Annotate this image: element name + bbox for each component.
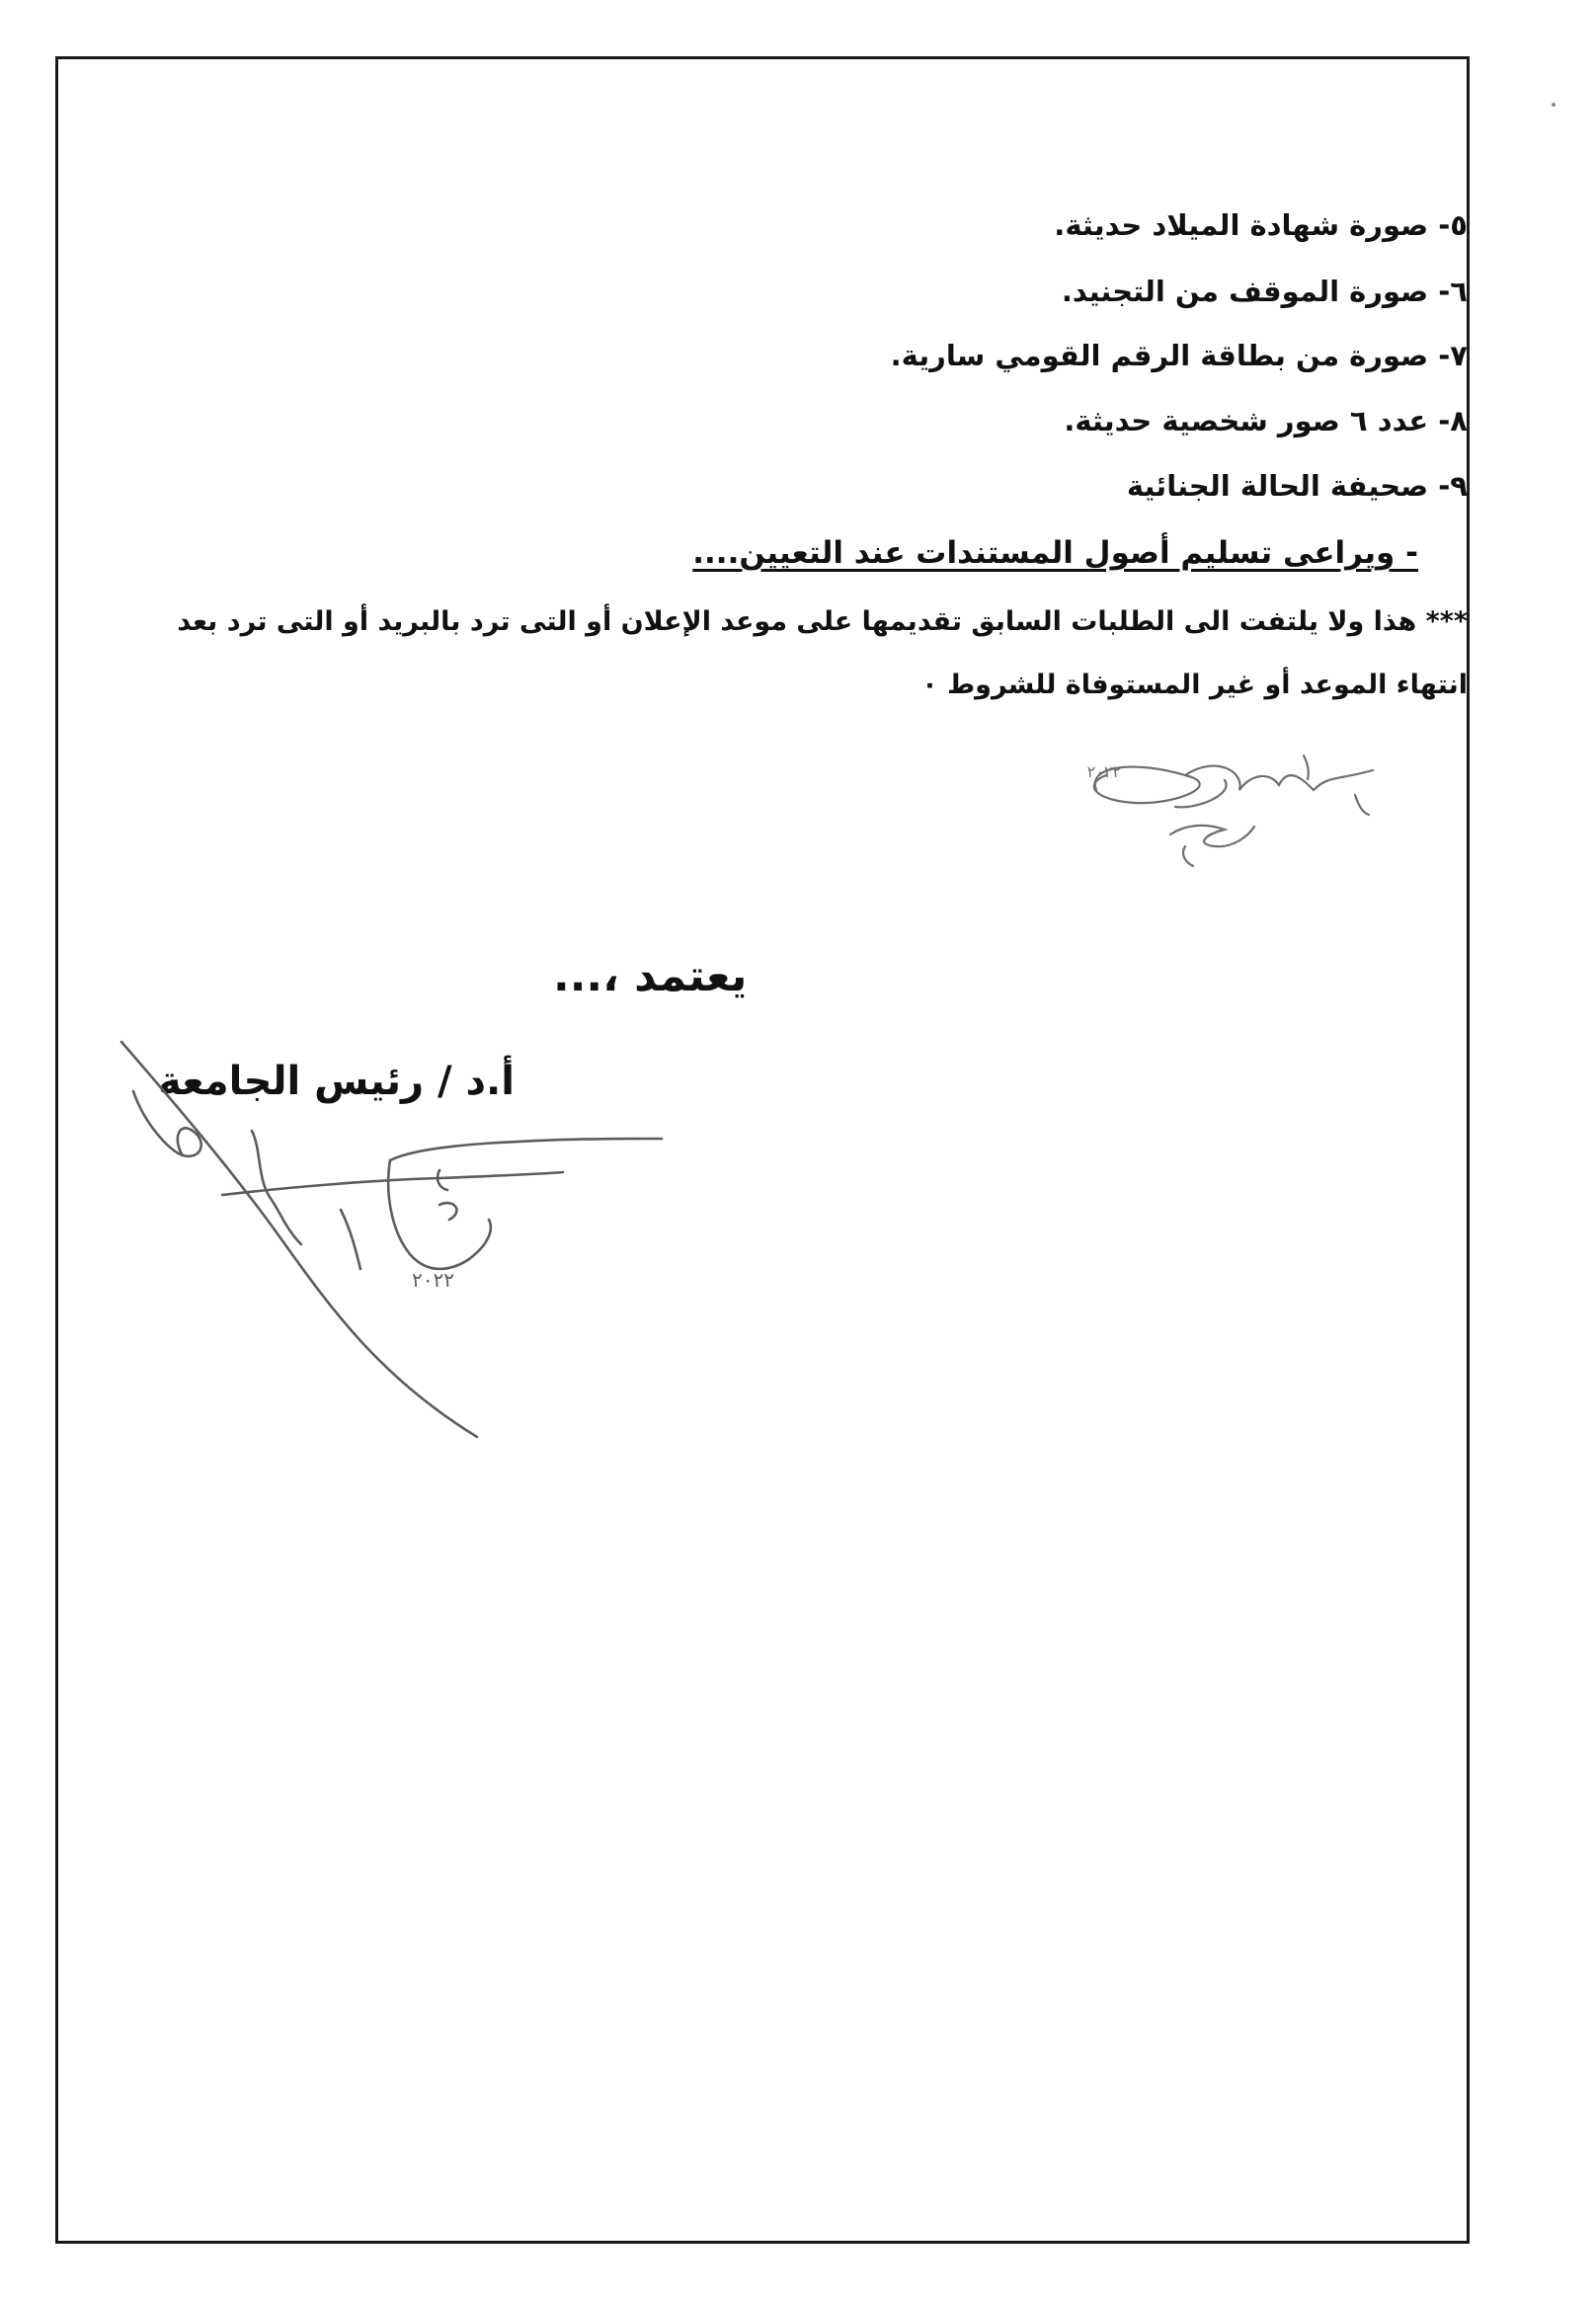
originals-note: - ويراعى تسليم أصول المستندات عند التعيين.... bbox=[692, 535, 1418, 571]
document-item-6: ٦- صورة الموقف من التجنيد. bbox=[1061, 275, 1468, 308]
document-item-8: ٨- عدد ٦ صور شخصية حديثة. bbox=[1064, 404, 1468, 437]
document-item-7: ٧- صورة من بطاقة الرقم القومي سارية. bbox=[890, 339, 1468, 372]
president-title: أ.د / رئيس الجامعة bbox=[158, 1059, 515, 1104]
signature-2-date: ٢٠٢٢ bbox=[412, 1268, 454, 1292]
handwritten-signature-1 bbox=[1077, 736, 1393, 874]
notice-paragraph: *** هذا ولا يلتفت الى الطلبات السابق تقديمها على موعد الإعلان أو التى ترد بالبريد أو التى ترد بعد انتهاء الموعد أو غير المستوفاة للشروط ٠ bbox=[177, 606, 1468, 700]
signature-1-date: ٢٠٢٢ bbox=[1086, 762, 1121, 781]
document-item-9: ٩- صحيفة الحالة الجنائية bbox=[1126, 469, 1468, 503]
document-item-5: ٥- صورة شهادة الميلاد حديثة. bbox=[1054, 208, 1468, 242]
handwritten-signature-2 bbox=[114, 1032, 667, 1447]
approval-text: يعتمد ،... bbox=[553, 951, 748, 1001]
scan-speck bbox=[1552, 103, 1556, 107]
